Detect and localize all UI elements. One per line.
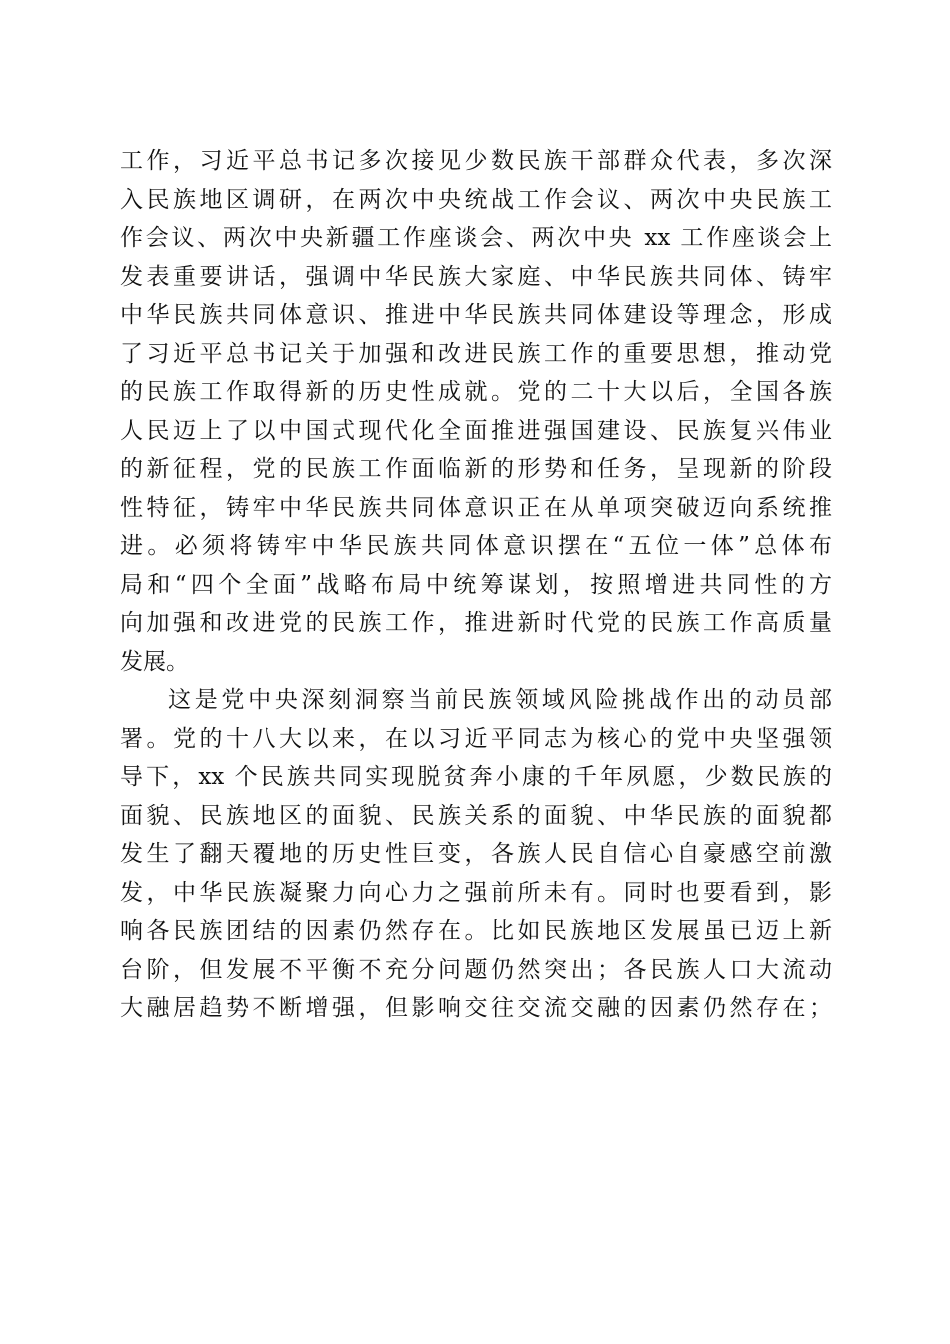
text-line: 的新征程，党的民族工作面临新的形势和任务，呈现新的阶段	[120, 456, 832, 482]
text-line: 的民族工作取得新的历史性成就。党的二十大以后，全国各族	[120, 379, 832, 405]
text-line: 工作，习近平总书记多次接见少数民族干部群众代表，多次深	[120, 148, 832, 174]
text-line: 台阶，但发展不平衡不充分问题仍然突出；各民族人口大流动	[120, 956, 832, 983]
text-line: 向加强和改进党的民族工作，推进新时代党的民族工作高质量	[120, 610, 832, 636]
text-line: 面貌、民族地区的面貌、民族关系的面貌、中华民族的面貌都	[120, 802, 832, 829]
text-line: 大融居趋势不断增强，但影响交往交流交融的因素仍然存在；	[120, 995, 832, 1021]
text-line: 响各民族团结的因素仍然存在。比如民族地区发展虽已迈上新	[120, 918, 832, 944]
text-line: 作会议、两次中央新疆工作座谈会、两次中央 xx 工作座谈会上	[120, 225, 832, 251]
text-line: 这是党中央深刻洞察当前民族领域风险挑战作出的动员部	[168, 687, 832, 713]
paragraph-2	[120, 681, 832, 1028]
text-line: 局和“四个全面”战略布局中统筹谋划，按照增进共同性的方	[120, 571, 832, 598]
text-line: 了习近平总书记关于加强和改进民族工作的重要思想，推动党	[120, 340, 832, 367]
text-line: 中华民族共同体意识、推进中华民族共同体建设等理念，形成	[120, 302, 832, 328]
document-body	[120, 142, 832, 1028]
text-line: 人民迈上了以中国式现代化全面推进强国建设、民族复兴伟业	[120, 417, 832, 444]
text-line: 署。党的十八大以来，在以习近平同志为核心的党中央坚强领	[120, 725, 832, 752]
text-line: 发展。	[120, 648, 189, 675]
text-line: 发表重要讲话，强调中华民族大家庭、中华民族共同体、铸牢	[120, 263, 832, 290]
text-line: 进。必须将铸牢中华民族共同体意识摆在“五位一体”总体布	[120, 533, 832, 559]
text-line: 发生了翻天覆地的历史性巨变，各族人民自信心自豪感空前激	[120, 841, 832, 867]
paragraph-1	[120, 142, 832, 681]
text-line: 发，中华民族凝聚力向心力之强前所未有。同时也要看到，影	[120, 879, 832, 906]
text-line: 性特征，铸牢中华民族共同体意识正在从单项突破迈向系统推	[120, 494, 832, 521]
text-line: 导下，xx 个民族共同实现脱贫奔小康的千年夙愿，少数民族的	[120, 764, 832, 790]
text-line: 入民族地区调研，在两次中央统战工作会议、两次中央民族工	[120, 186, 832, 213]
